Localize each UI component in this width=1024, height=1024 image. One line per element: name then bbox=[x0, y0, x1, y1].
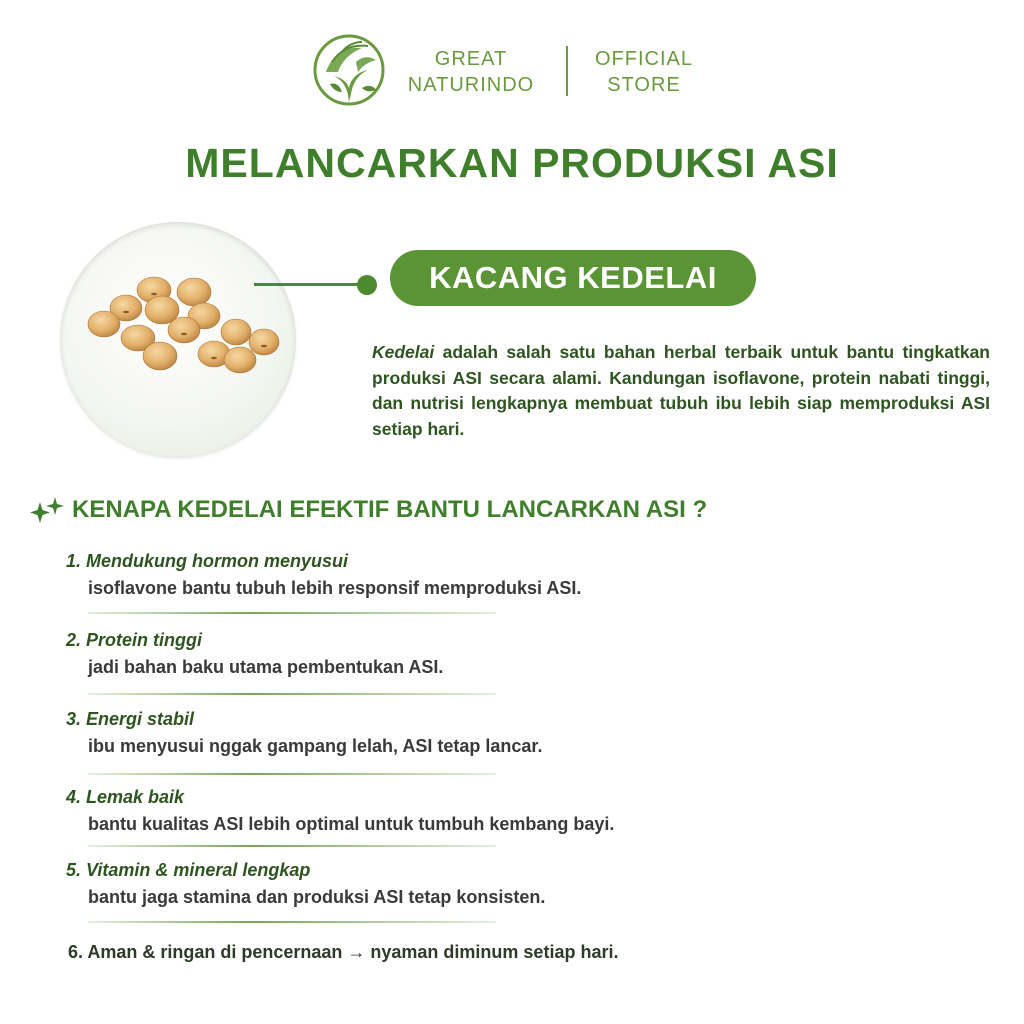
benefit-body: jadi bahan baku utama pembentukan ASI. bbox=[88, 657, 444, 677]
separator-line bbox=[88, 693, 496, 695]
benefit-body: bantu kualitas ASI lebih optimal untuk tumbuh kembang bayi. bbox=[88, 814, 615, 834]
connector-dot bbox=[357, 275, 377, 295]
ingredient-description-lead: Kedelai bbox=[372, 342, 435, 362]
brand-store-line2: STORE bbox=[607, 74, 681, 96]
benefit-body: ibu menyusui nggak gampang lelah, ASI tetap lancar. bbox=[88, 736, 543, 756]
brand-store-line1: OFFICIAL bbox=[594, 48, 693, 70]
ingredient-description-rest: adalah salah satu bahan herbal terbaik untuk bantu tingkatkan produksi ASI secara alami. Kandungan isoflavone, protein nabati tinggi, dan nutrisi lengkapnya membuat tubuh ibu lebih siap memproduksi ASI setiap hari. bbox=[372, 342, 990, 439]
benefit-item bbox=[66, 627, 786, 681]
benefit-body: bantu jaga stamina dan produksi ASI tetap konsisten. bbox=[88, 887, 546, 907]
section-title: KENAPA KEDELAI EFEKTIF BANTU LANCARKAN ASI ? bbox=[72, 496, 708, 523]
brand-store-label bbox=[584, 46, 704, 98]
page-title: MELANCARKAN PRODUKSI ASI bbox=[185, 140, 839, 186]
benefit-title: 3. Energi stabil bbox=[66, 709, 195, 729]
brand-name-line2: NATURINDO bbox=[407, 74, 535, 96]
benefit-item bbox=[66, 706, 786, 760]
benefit-item-last: 6. Aman & ringan di pencernaan → nyaman diminum setiap hari. bbox=[68, 942, 619, 962]
connector-line bbox=[254, 283, 366, 286]
benefit-title: 1. Mendukung hormon menyusui bbox=[66, 551, 349, 571]
soybeans-icon bbox=[80, 272, 290, 382]
brand-name bbox=[396, 46, 546, 98]
benefit-title: 4. Lemak baik bbox=[66, 787, 185, 807]
brand-divider bbox=[566, 46, 568, 96]
ingredient-description bbox=[372, 340, 990, 442]
brand-name-line1: GREAT bbox=[434, 48, 508, 70]
benefit-item bbox=[66, 784, 786, 838]
benefit-title: 5. Vitamin & mineral lengkap bbox=[66, 860, 311, 880]
sparkle-icon bbox=[28, 496, 66, 524]
benefit-body: isoflavone bantu tubuh lebih responsif memproduksi ASI. bbox=[88, 578, 582, 598]
benefit-item bbox=[66, 857, 786, 911]
separator-line bbox=[88, 612, 496, 614]
ingredient-name-badge: KACANG KEDELAI bbox=[390, 250, 756, 306]
benefit-item bbox=[66, 548, 786, 602]
benefit-title: 2. Protein tinggi bbox=[66, 630, 203, 650]
tree-leaf-logo-icon bbox=[312, 32, 386, 108]
separator-line bbox=[88, 773, 496, 775]
section-heading bbox=[28, 492, 1008, 528]
brand-header bbox=[0, 30, 1024, 110]
separator-line bbox=[88, 921, 496, 923]
separator-line bbox=[88, 845, 496, 847]
